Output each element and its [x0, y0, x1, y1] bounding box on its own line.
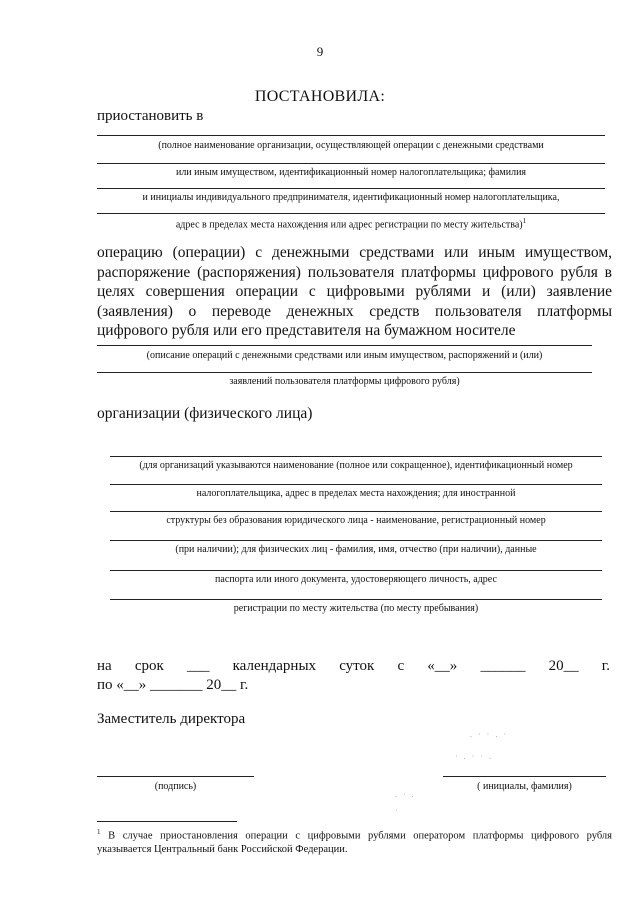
term-word: срок	[134, 658, 164, 674]
term-month-blank: ______	[480, 658, 526, 674]
signature-caption: (подпись)	[154, 781, 197, 792]
org-caption-4-text: адрес в пределах места нахождения или адрес регистрации по месту жительства)	[175, 219, 523, 231]
org-caption-2: или иным имуществом, идентификационный номер налогоплательщика; фамилия	[175, 167, 527, 178]
signer-title: Заместитель директора	[97, 711, 246, 727]
person-caption-1: (для организаций указываются наименование (полное или сокращенное), идентификационный номер	[139, 460, 573, 471]
stamp-trace: ·	[395, 806, 400, 815]
blank-line	[97, 188, 605, 189]
footnote-text: В случае приостановления операции с цифровыми рублями оператором платформы цифрового рубля указывается Центральный банк Российской Федерации.	[97, 830, 613, 855]
blank-line	[97, 345, 592, 346]
footnote	[97, 826, 612, 856]
term-word: г.	[601, 658, 610, 674]
blank-line	[110, 599, 602, 600]
page-number: 9	[316, 44, 324, 59]
person-caption-3: структуры без образования юридического лица - наименование, регистрационный номер	[166, 515, 546, 526]
blank-line	[110, 540, 602, 541]
term-line-2: по «__» _______ 20__ г.	[97, 677, 249, 693]
stamp-trace: . · · . ·	[470, 730, 508, 739]
term-word: календарных	[232, 658, 317, 674]
footnote-number: 1	[97, 828, 101, 836]
blank-line	[110, 511, 602, 512]
org-caption-4	[97, 217, 605, 230]
person-caption-5: паспорта или иного документа, удостоверяющего личность, адрес	[215, 574, 497, 585]
person-caption-6: регистрации по месту жительства (по месту пребывания)	[233, 603, 479, 614]
org-caption-1: (полное наименование организации, осуществляющей операции с денежными средствами	[158, 140, 544, 151]
organization-subheading: организации (физического лица)	[97, 405, 313, 422]
term-word: с	[397, 658, 405, 674]
term-line-1	[97, 658, 610, 675]
person-caption-4: (при наличии); для физических лиц - фамилия, имя, отчество (при наличии), данные	[175, 544, 537, 555]
operation-caption-2: заявлений пользователя платформы цифрового рубля)	[229, 376, 460, 387]
footnote-reference: 1	[522, 217, 527, 225]
term-blank: ___	[186, 658, 210, 674]
blank-line	[97, 135, 605, 136]
stamp-trace: . · .	[395, 790, 416, 799]
org-caption-3: и инициалы индивидуального предпринимателя, идентификационный номер налогоплательщика,	[142, 192, 560, 203]
footnote-separator	[97, 821, 237, 822]
term-year-blank: 20__	[548, 658, 579, 674]
blank-line	[97, 372, 592, 373]
blank-line	[97, 163, 605, 164]
term-word: на	[97, 658, 112, 674]
blank-line	[110, 484, 602, 485]
blank-line	[97, 213, 605, 214]
term-word: суток	[339, 658, 375, 674]
operation-paragraph: операцию (операции) с денежными средствами или иным имуществом, распоряжение (распоряжения) пользователя платформы цифрового рубля в целях совершения операции с цифровыми рублями и (или) заявление (заявления) о переводе денежных средств пользователя платформы цифрового рубля или его представителя на бумажном носителе	[97, 244, 612, 339]
decision-heading: ПОСТАНОВИЛА:	[254, 88, 386, 105]
initials-caption: ( инициалы, фамилия)	[477, 781, 572, 792]
initials-line	[443, 776, 606, 777]
blank-line	[110, 570, 602, 571]
term-day-blank: «__»	[427, 658, 458, 674]
person-caption-2: налогоплательщика, адрес в пределах места нахождения; для иностранной	[196, 488, 516, 499]
suspend-lead-text: приостановить в	[97, 108, 204, 124]
operation-caption-1: (описание операций с денежными средствами или иным имуществом, распоряжений и (или)	[146, 350, 543, 361]
stamp-trace: · . · · .	[455, 752, 493, 761]
signature-line	[97, 776, 254, 777]
blank-line	[110, 456, 602, 457]
